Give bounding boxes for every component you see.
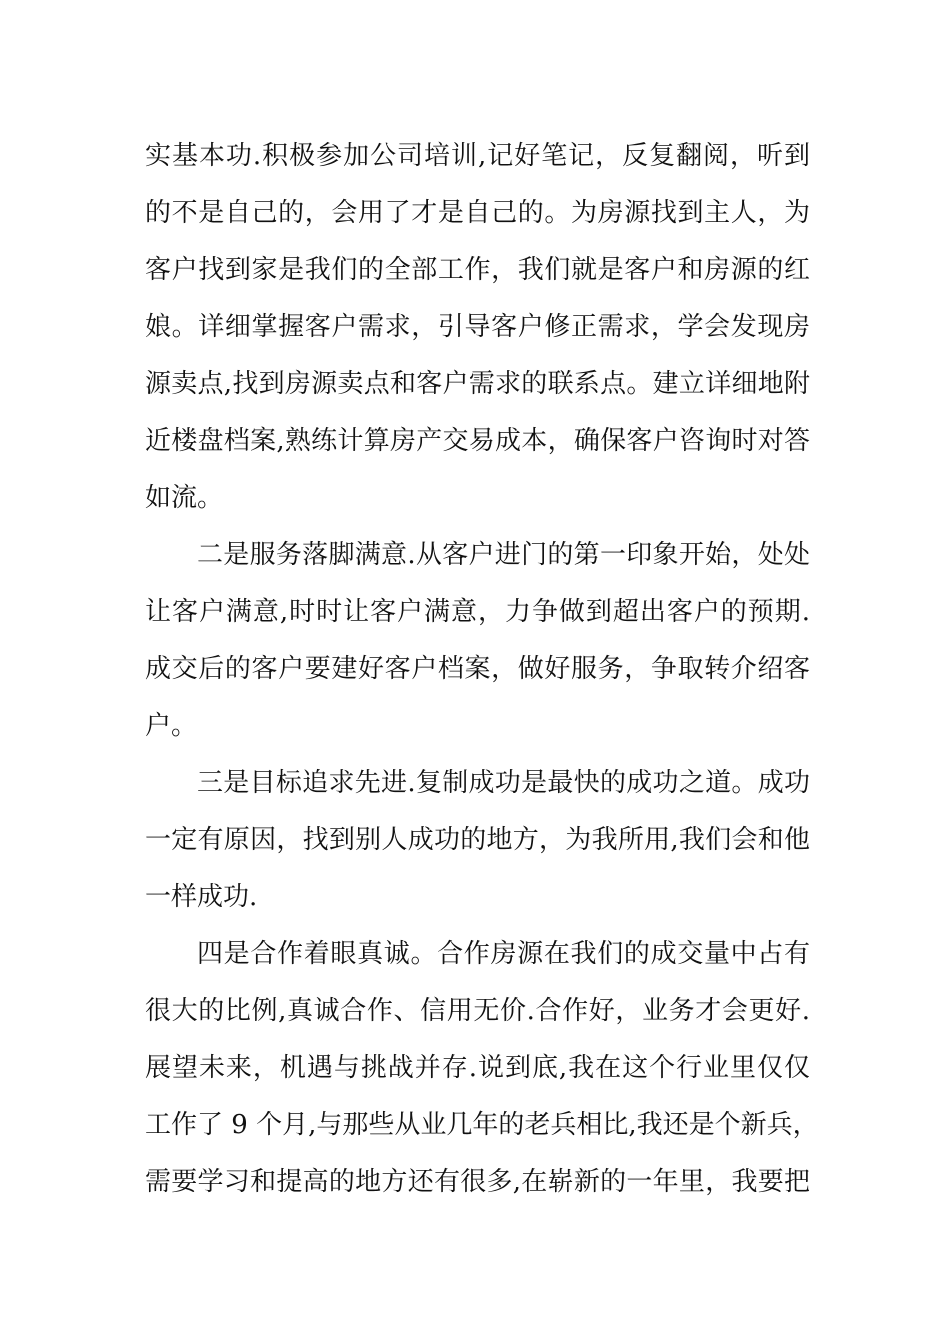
text-line: 客户找到家是我们的全部工作，我们就是客户和房源的红: [145, 255, 810, 285]
text-line: 户。: [145, 711, 198, 741]
text-line: 很大的比例,真诚合作、信用无价.合作好，业务才会更好.: [145, 996, 810, 1026]
text-line: 源卖点,找到房源卖点和客户需求的联系点。建立详细地附: [145, 369, 810, 399]
text-line: 一样成功.: [145, 882, 258, 912]
text-line: 如流。: [145, 483, 224, 513]
text-line: 一定有原因，找到别人成功的地方，为我所用,我们会和他: [145, 825, 810, 855]
text-line: 成交后的客户要建好客户档案，做好服务，争取转介绍客: [145, 654, 810, 684]
text-line: 实基本功.积极参加公司培训,记好笔记，反复翻阅，听到: [145, 141, 810, 171]
text-line: 近楼盘档案,熟练计算房产交易成本，确保客户咨询时对答: [145, 426, 810, 456]
text-line: 展望未来，机遇与挑战并存.说到底,我在这个行业里仅仅: [145, 1053, 810, 1083]
text-line: 让客户满意,时时让客户满意，力争做到超出客户的预期.: [145, 597, 810, 627]
paragraph-start-line: 二是服务落脚满意.从客户进门的第一印象开始，处处: [197, 540, 810, 570]
paragraph-start-line: 四是合作着眼真诚。合作房源在我们的成交量中占有: [197, 939, 810, 969]
text-line: 的不是自己的，会用了才是自己的。为房源找到主人，为: [145, 198, 810, 228]
text-line: 工作了 9 个月,与那些从业几年的老兵相比,我还是个新兵，: [145, 1110, 819, 1140]
text-line: 娘。详细掌握客户需求，引导客户修正需求，学会发现房: [145, 312, 810, 342]
paragraph-start-line: 三是目标追求先进.复制成功是最快的成功之道。成功: [197, 768, 810, 798]
text-line: 需要学习和提高的地方还有很多,在崭新的一年里，我要把: [145, 1167, 810, 1197]
body-text: [145, 128, 819, 1211]
